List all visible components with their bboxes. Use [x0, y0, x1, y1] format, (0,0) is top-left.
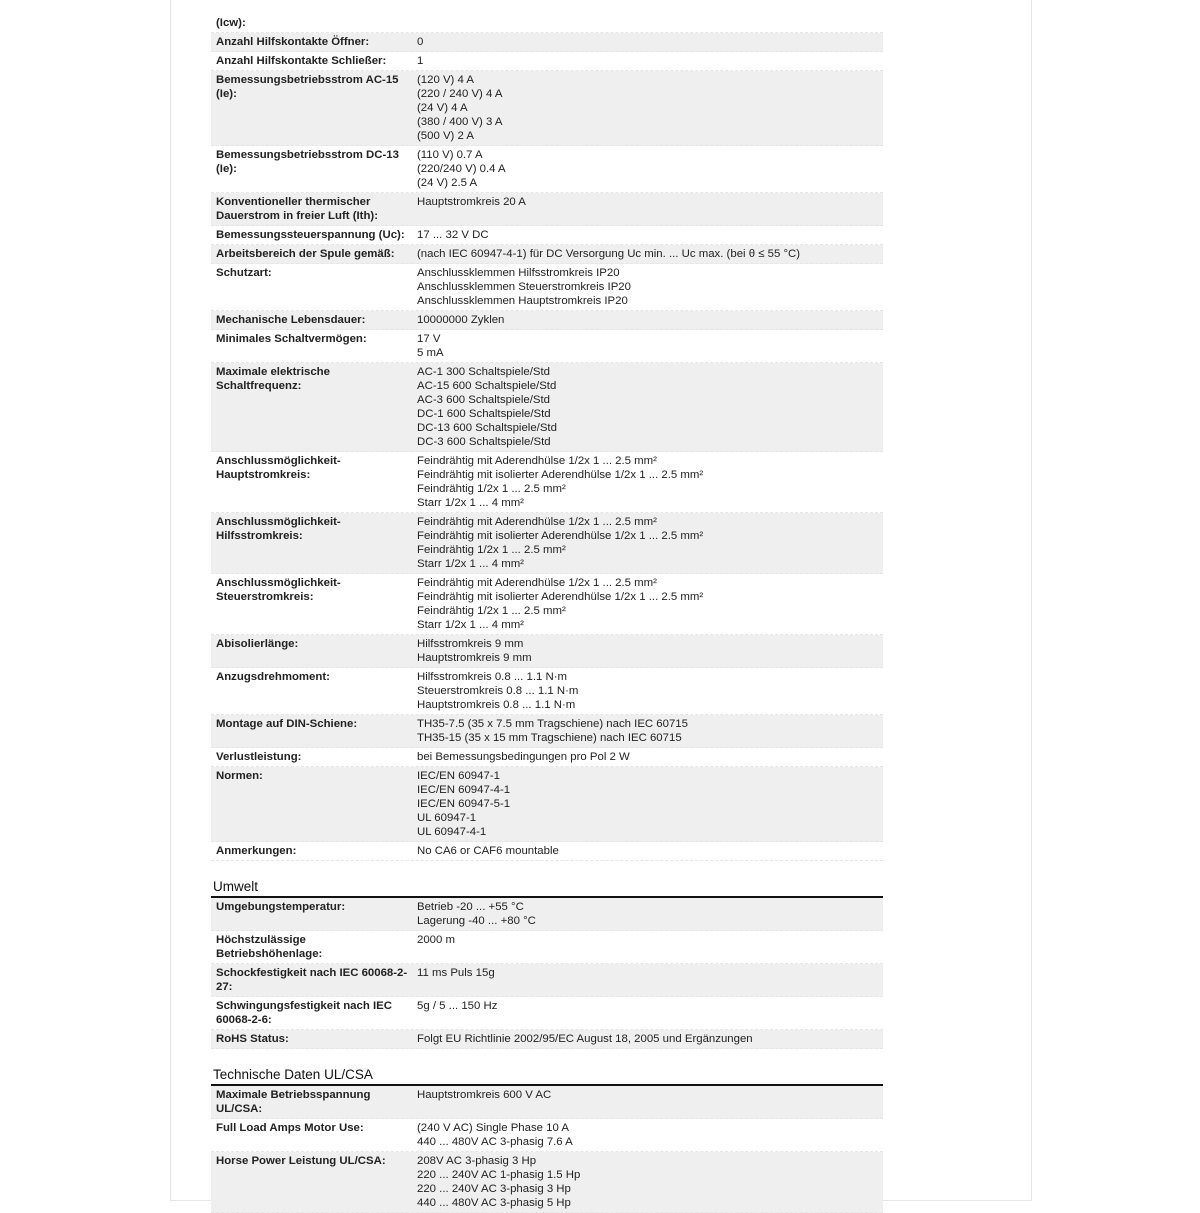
- spec-label: Verlustleistung:: [216, 751, 302, 763]
- spec-label: Maximale Betriebsspannung UL/CSA:: [216, 1089, 371, 1115]
- spec-label: Anzahl Hilfskontakte Schließer:: [216, 55, 387, 67]
- spec-value-line: 0: [417, 36, 424, 48]
- spec-label: Anmerkungen:: [216, 845, 297, 857]
- spec-value-line: 440 ... 480V AC 3-phasig 5 Hp: [417, 1197, 571, 1209]
- section-heading-umwelt: Umwelt: [211, 879, 883, 898]
- spec-row: [211, 245, 883, 264]
- spec-value-line: UL 60947-1: [417, 812, 477, 824]
- spec-value: [413, 266, 883, 308]
- spec-row: [211, 574, 883, 635]
- spec-label: (Icw):: [216, 17, 246, 29]
- spec-value-line: (240 V AC) Single Phase 10 A: [417, 1122, 569, 1134]
- spec-value-line: (220 / 240 V) 4 A: [417, 88, 503, 100]
- spec-label: Konventioneller thermischer Dauerstrom in freier Luft (Ith):: [216, 196, 379, 222]
- spec-value-line: 5g / 5 ... 150 Hz: [417, 1000, 498, 1012]
- spec-label: Bemessungsbetriebsstrom DC-13 (Ie):: [216, 149, 399, 175]
- spec-row: [211, 52, 883, 71]
- spec-value-line: AC-1 300 Schaltspiele/Std: [417, 366, 550, 378]
- spec-value: [413, 1088, 883, 1116]
- spec-row: [211, 146, 883, 193]
- spec-row: [211, 997, 883, 1030]
- spec-value-line: Starr 1/2x 1 ... 4 mm²: [417, 497, 524, 509]
- spec-label: Mechanische Lebensdauer:: [216, 314, 366, 326]
- spec-value-line: DC-3 600 Schaltspiele/Std: [417, 436, 551, 448]
- spec-label: Umgebungstemperatur:: [216, 901, 346, 913]
- spec-value-line: Lagerung -40 ... +80 °C: [417, 915, 536, 927]
- spec-value-line: 220 ... 240V AC 1-phasig 1.5 Hp: [417, 1169, 581, 1181]
- spec-label: Anschlussmöglichkeit-Steuerstromkreis:: [216, 577, 341, 603]
- spec-value: [413, 933, 883, 961]
- spec-value-line: (500 V) 2 A: [417, 130, 474, 142]
- datasheet-page: [170, 0, 1032, 1209]
- spec-value: [413, 16, 883, 30]
- spec-row: [211, 1152, 883, 1213]
- spec-value-line: Starr 1/2x 1 ... 4 mm²: [417, 558, 524, 570]
- spec-row: [211, 931, 883, 964]
- spec-value-line: Hilfsstromkreis 9 mm: [417, 638, 524, 650]
- spec-value-line: UL 60947-4-1: [417, 826, 487, 838]
- spec-value-line: Folgt EU Richtlinie 2002/95/EC August 18, 2005 und Ergänzungen: [417, 1033, 753, 1045]
- spec-row: [211, 898, 883, 931]
- spec-value-line: IEC/EN 60947-4-1: [417, 784, 511, 796]
- spec-table-umwelt: [211, 898, 883, 1049]
- spec-value-line: AC-3 600 Schaltspiele/Std: [417, 394, 550, 406]
- spec-value: [413, 148, 883, 190]
- spec-value: [413, 35, 883, 49]
- spec-row: [211, 264, 883, 311]
- spec-value-line: 220 ... 240V AC 3-phasig 3 Hp: [417, 1183, 571, 1195]
- spec-value-line: Feindrähtig mit Aderendhülse 1/2x 1 ... 2.5 mm²: [417, 577, 657, 589]
- spec-value-line: DC-1 600 Schaltspiele/Std: [417, 408, 551, 420]
- spec-value-line: 17 ... 32 V DC: [417, 229, 489, 241]
- spec-row: [211, 842, 883, 861]
- spec-value-line: No CA6 or CAF6 mountable: [417, 845, 559, 857]
- spec-label: Anschlussmöglichkeit-Hauptstromkreis:: [216, 455, 341, 481]
- spec-row: [211, 1030, 883, 1049]
- spec-value-line: Hauptstromkreis 20 A: [417, 196, 526, 208]
- spec-value: [413, 73, 883, 143]
- spec-row: [211, 363, 883, 452]
- spec-value: [413, 313, 883, 327]
- spec-label: Schutzart:: [216, 267, 272, 279]
- spec-label: Schwingungsfestigkeit nach IEC 60068-2-6:: [216, 1000, 392, 1026]
- spec-value: [413, 576, 883, 632]
- spec-row: [211, 1086, 883, 1119]
- spec-value-line: (24 V) 2.5 A: [417, 177, 478, 189]
- spec-value-line: (120 V) 4 A: [417, 74, 474, 86]
- spec-value: [413, 750, 883, 764]
- spec-value-line: Feindrähtig mit Aderendhülse 1/2x 1 ... 2.5 mm²: [417, 516, 657, 528]
- spec-value: [413, 515, 883, 571]
- spec-value-line: Starr 1/2x 1 ... 4 mm²: [417, 619, 524, 631]
- spec-value-line: (nach IEC 60947-4-1) für DC Versorgung Uc min. ... Uc max. (bei θ ≤ 55 °C): [417, 248, 801, 260]
- spec-value: [413, 670, 883, 712]
- spec-value-line: bei Bemessungsbedingungen pro Pol 2 W: [417, 751, 630, 763]
- spec-value-line: Feindrähtig mit isolierter Aderendhülse 1/2x 1 ... 2.5 mm²: [417, 469, 704, 481]
- spec-label: Abisolierlänge:: [216, 638, 299, 650]
- spec-value-line: 2000 m: [417, 934, 455, 946]
- spec-value: [413, 1154, 883, 1210]
- spec-table-main: [211, 14, 883, 861]
- spec-value: [413, 332, 883, 360]
- spec-value-line: 5 mA: [417, 347, 444, 359]
- spec-value: [413, 247, 883, 261]
- datasheet-content: [211, 14, 883, 1213]
- spec-value-line: Hauptstromkreis 0.8 ... 1.1 N·m: [417, 699, 576, 711]
- spec-value-line: IEC/EN 60947-1: [417, 770, 500, 782]
- spec-value: [413, 637, 883, 665]
- spec-value-line: 440 ... 480V AC 3-phasig 7.6 A: [417, 1136, 573, 1148]
- spec-value-line: Betrieb -20 ... +55 °C: [417, 901, 524, 913]
- spec-value: [413, 999, 883, 1027]
- spec-value: [413, 717, 883, 745]
- spec-label: Minimales Schaltvermögen:: [216, 333, 367, 345]
- spec-row: [211, 513, 883, 574]
- spec-value-line: (220/240 V) 0.4 A: [417, 163, 506, 175]
- spec-value-line: Feindrähtig mit isolierter Aderendhülse 1/2x 1 ... 2.5 mm²: [417, 591, 704, 603]
- spec-row: [211, 311, 883, 330]
- spec-label: Anzugsdrehmoment:: [216, 671, 330, 683]
- spec-row: [211, 767, 883, 842]
- spec-value-line: AC-15 600 Schaltspiele/Std: [417, 380, 557, 392]
- spec-value: [413, 54, 883, 68]
- spec-value-line: TH35-15 (35 x 15 mm Tragschiene) nach IEC 60715: [417, 732, 682, 744]
- spec-row: [211, 14, 883, 33]
- spec-value-line: (110 V) 0.7 A: [417, 149, 483, 161]
- spec-value: [413, 454, 883, 510]
- spec-value: [413, 1032, 883, 1046]
- spec-value-line: 11 ms Puls 15g: [417, 967, 495, 979]
- spec-row: [211, 715, 883, 748]
- spec-value-line: 208V AC 3-phasig 3 Hp: [417, 1155, 537, 1167]
- spec-value: [413, 769, 883, 839]
- spec-value: [413, 844, 883, 858]
- spec-label: Montage auf DIN-Schiene:: [216, 718, 358, 730]
- spec-label: Schockfestigkeit nach IEC 60068-2-27:: [216, 967, 408, 993]
- spec-value-line: Hilfsstromkreis 0.8 ... 1.1 N·m: [417, 671, 568, 683]
- section-heading-ul-csa: Technische Daten UL/CSA: [211, 1067, 883, 1086]
- spec-value: [413, 228, 883, 242]
- spec-label: Arbeitsbereich der Spule gemäß:: [216, 248, 395, 260]
- spec-row: [211, 452, 883, 513]
- spec-value-line: Anschlussklemmen Hilfsstromkreis IP20: [417, 267, 620, 279]
- spec-label: Höchstzulässige Betriebshöhenlage:: [216, 934, 323, 960]
- spec-label: Normen:: [216, 770, 263, 782]
- spec-row: [211, 226, 883, 245]
- spec-value-line: Feindrähtig mit isolierter Aderendhülse 1/2x 1 ... 2.5 mm²: [417, 530, 704, 542]
- spec-row: [211, 748, 883, 767]
- spec-value: [413, 195, 883, 223]
- spec-table-ul-csa: [211, 1086, 883, 1213]
- spec-label: Bemessungsbetriebsstrom AC-15 (Ie):: [216, 74, 399, 100]
- spec-value-line: Feindrähtig mit Aderendhülse 1/2x 1 ... 2.5 mm²: [417, 455, 657, 467]
- spec-row: [211, 635, 883, 668]
- spec-value-line: 1: [417, 55, 424, 67]
- spec-value-line: DC-13 600 Schaltspiele/Std: [417, 422, 557, 434]
- spec-value: [413, 365, 883, 449]
- spec-row: [211, 330, 883, 363]
- spec-label: Anzahl Hilfskontakte Öffner:: [216, 36, 370, 48]
- spec-row: [211, 193, 883, 226]
- spec-value-line: Feindrähtig 1/2x 1 ... 2.5 mm²: [417, 605, 566, 617]
- spec-value-line: TH35-7.5 (35 x 7.5 mm Tragschiene) nach IEC 60715: [417, 718, 688, 730]
- spec-label: Bemessungssteuerspannung (Uc):: [216, 229, 405, 241]
- spec-value-line: 17 V: [417, 333, 441, 345]
- spec-label: Horse Power Leistung UL/CSA:: [216, 1155, 386, 1167]
- spec-row: [211, 33, 883, 52]
- spec-row: [211, 71, 883, 146]
- spec-value-line: Anschlussklemmen Hauptstromkreis IP20: [417, 295, 628, 307]
- spec-row: [211, 964, 883, 997]
- spec-value-line: (24 V) 4 A: [417, 102, 468, 114]
- spec-label: Anschlussmöglichkeit-Hilfsstromkreis:: [216, 516, 341, 542]
- spec-label: RoHS Status:: [216, 1033, 289, 1045]
- spec-value-line: IEC/EN 60947-5-1: [417, 798, 511, 810]
- spec-value: [413, 1121, 883, 1149]
- spec-value: [413, 966, 883, 994]
- spec-value-line: 10000000 Zyklen: [417, 314, 505, 326]
- spec-row: [211, 1119, 883, 1152]
- spec-value-line: (380 / 400 V) 3 A: [417, 116, 503, 128]
- spec-value-line: Feindrähtig 1/2x 1 ... 2.5 mm²: [417, 544, 566, 556]
- spec-value-line: Steuerstromkreis 0.8 ... 1.1 N·m: [417, 685, 579, 697]
- spec-label: Maximale elektrische Schaltfrequenz:: [216, 366, 330, 392]
- spec-value-line: Hauptstromkreis 600 V AC: [417, 1089, 552, 1101]
- spec-value: [413, 900, 883, 928]
- spec-row: [211, 668, 883, 715]
- spec-value-line: Feindrähtig 1/2x 1 ... 2.5 mm²: [417, 483, 566, 495]
- spec-value-line: Anschlussklemmen Steuerstromkreis IP20: [417, 281, 631, 293]
- spec-value-line: Hauptstromkreis 9 mm: [417, 652, 532, 664]
- spec-label: Full Load Amps Motor Use:: [216, 1122, 364, 1134]
